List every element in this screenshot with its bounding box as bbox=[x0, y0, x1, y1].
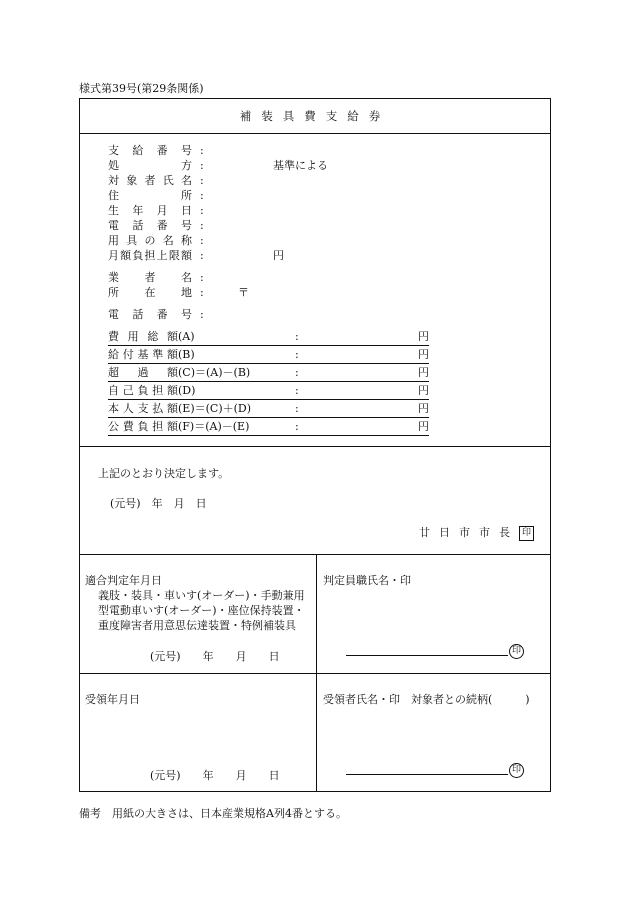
mayor-seal: 印 bbox=[519, 526, 534, 541]
form-number: 様式第39号(第29条関係) bbox=[79, 82, 204, 95]
decision-date: (元号) 年 月 日 bbox=[110, 497, 207, 510]
field-monthly-limit: 月額負担上限額 : 円 bbox=[108, 249, 284, 262]
recipient-signature-line bbox=[346, 774, 508, 775]
field-subject-name: 対象者氏名 : bbox=[108, 174, 204, 187]
finance-row-public-burden: 公費負担額(F)＝(A)－(E) : 円 bbox=[108, 419, 429, 436]
field-address: 住所 : bbox=[108, 189, 204, 202]
judge-signature-line bbox=[346, 655, 508, 656]
judgment-section bbox=[80, 555, 550, 674]
field-birthdate: 生年月日 : bbox=[108, 204, 204, 217]
finance-row-self-burden: 自己負担額(D) : 円 bbox=[108, 383, 429, 400]
device-categories: 義肢・装具・車いす(オーダー)・手動兼用型電動車いす(オーダー)・座位保持装置・重度障害者用意思伝達装置・特例補装具 bbox=[98, 589, 305, 632]
finance-row-personal-payment: 本人支払額(E)＝(C)＋(D) : 円 bbox=[108, 401, 429, 418]
finance-row-excess: 超過額(C)＝(A)－(B) : 円 bbox=[108, 365, 429, 382]
decision-section bbox=[80, 447, 550, 555]
field-payment-number: 支給番号 : bbox=[108, 144, 204, 157]
remarks-note: 備考 用紙の大きさは、日本産業規格A列4番とする。 bbox=[79, 807, 347, 820]
column-divider bbox=[316, 674, 317, 791]
column-divider bbox=[316, 555, 317, 673]
recipient-seal: 印 bbox=[509, 763, 524, 778]
field-phone: 電話番号 : bbox=[108, 219, 204, 232]
field-prescription: 処方 : 基準による bbox=[108, 159, 328, 172]
judge-official-label: 判定員職氏名・印 bbox=[323, 574, 411, 587]
field-vendor-phone: 電話番号 : bbox=[108, 308, 204, 321]
receipt-section bbox=[80, 674, 550, 791]
judge-seal: 印 bbox=[509, 644, 524, 659]
info-section bbox=[80, 134, 550, 447]
receipt-date-label: 受領年月日 bbox=[85, 693, 140, 706]
judgment-date-label: 適合判定年月日 bbox=[85, 574, 162, 587]
receipt-date: (元号) 年 月 日 bbox=[150, 769, 280, 782]
judgment-date: (元号) 年 月 日 bbox=[150, 650, 280, 663]
field-device-name: 用具の名称 : bbox=[108, 234, 204, 247]
field-vendor-name: 業者名 : bbox=[108, 271, 204, 284]
voucher-form bbox=[79, 98, 551, 792]
decision-text: 上記のとおり決定します。 bbox=[98, 467, 230, 480]
field-vendor-location: 所在地 : 〒 bbox=[108, 286, 249, 299]
finance-row-total: 費用総額(A) : 円 bbox=[108, 329, 429, 346]
mayor-signature bbox=[419, 524, 534, 541]
finance-row-standard: 給付基準額(B) : 円 bbox=[108, 347, 429, 364]
mayor-title: 廿日市市長 bbox=[419, 526, 519, 539]
form-title: 補装具費支給券 bbox=[80, 99, 550, 134]
recipient-label: 受領者氏名・印 対象者との続柄( ) bbox=[323, 693, 530, 706]
